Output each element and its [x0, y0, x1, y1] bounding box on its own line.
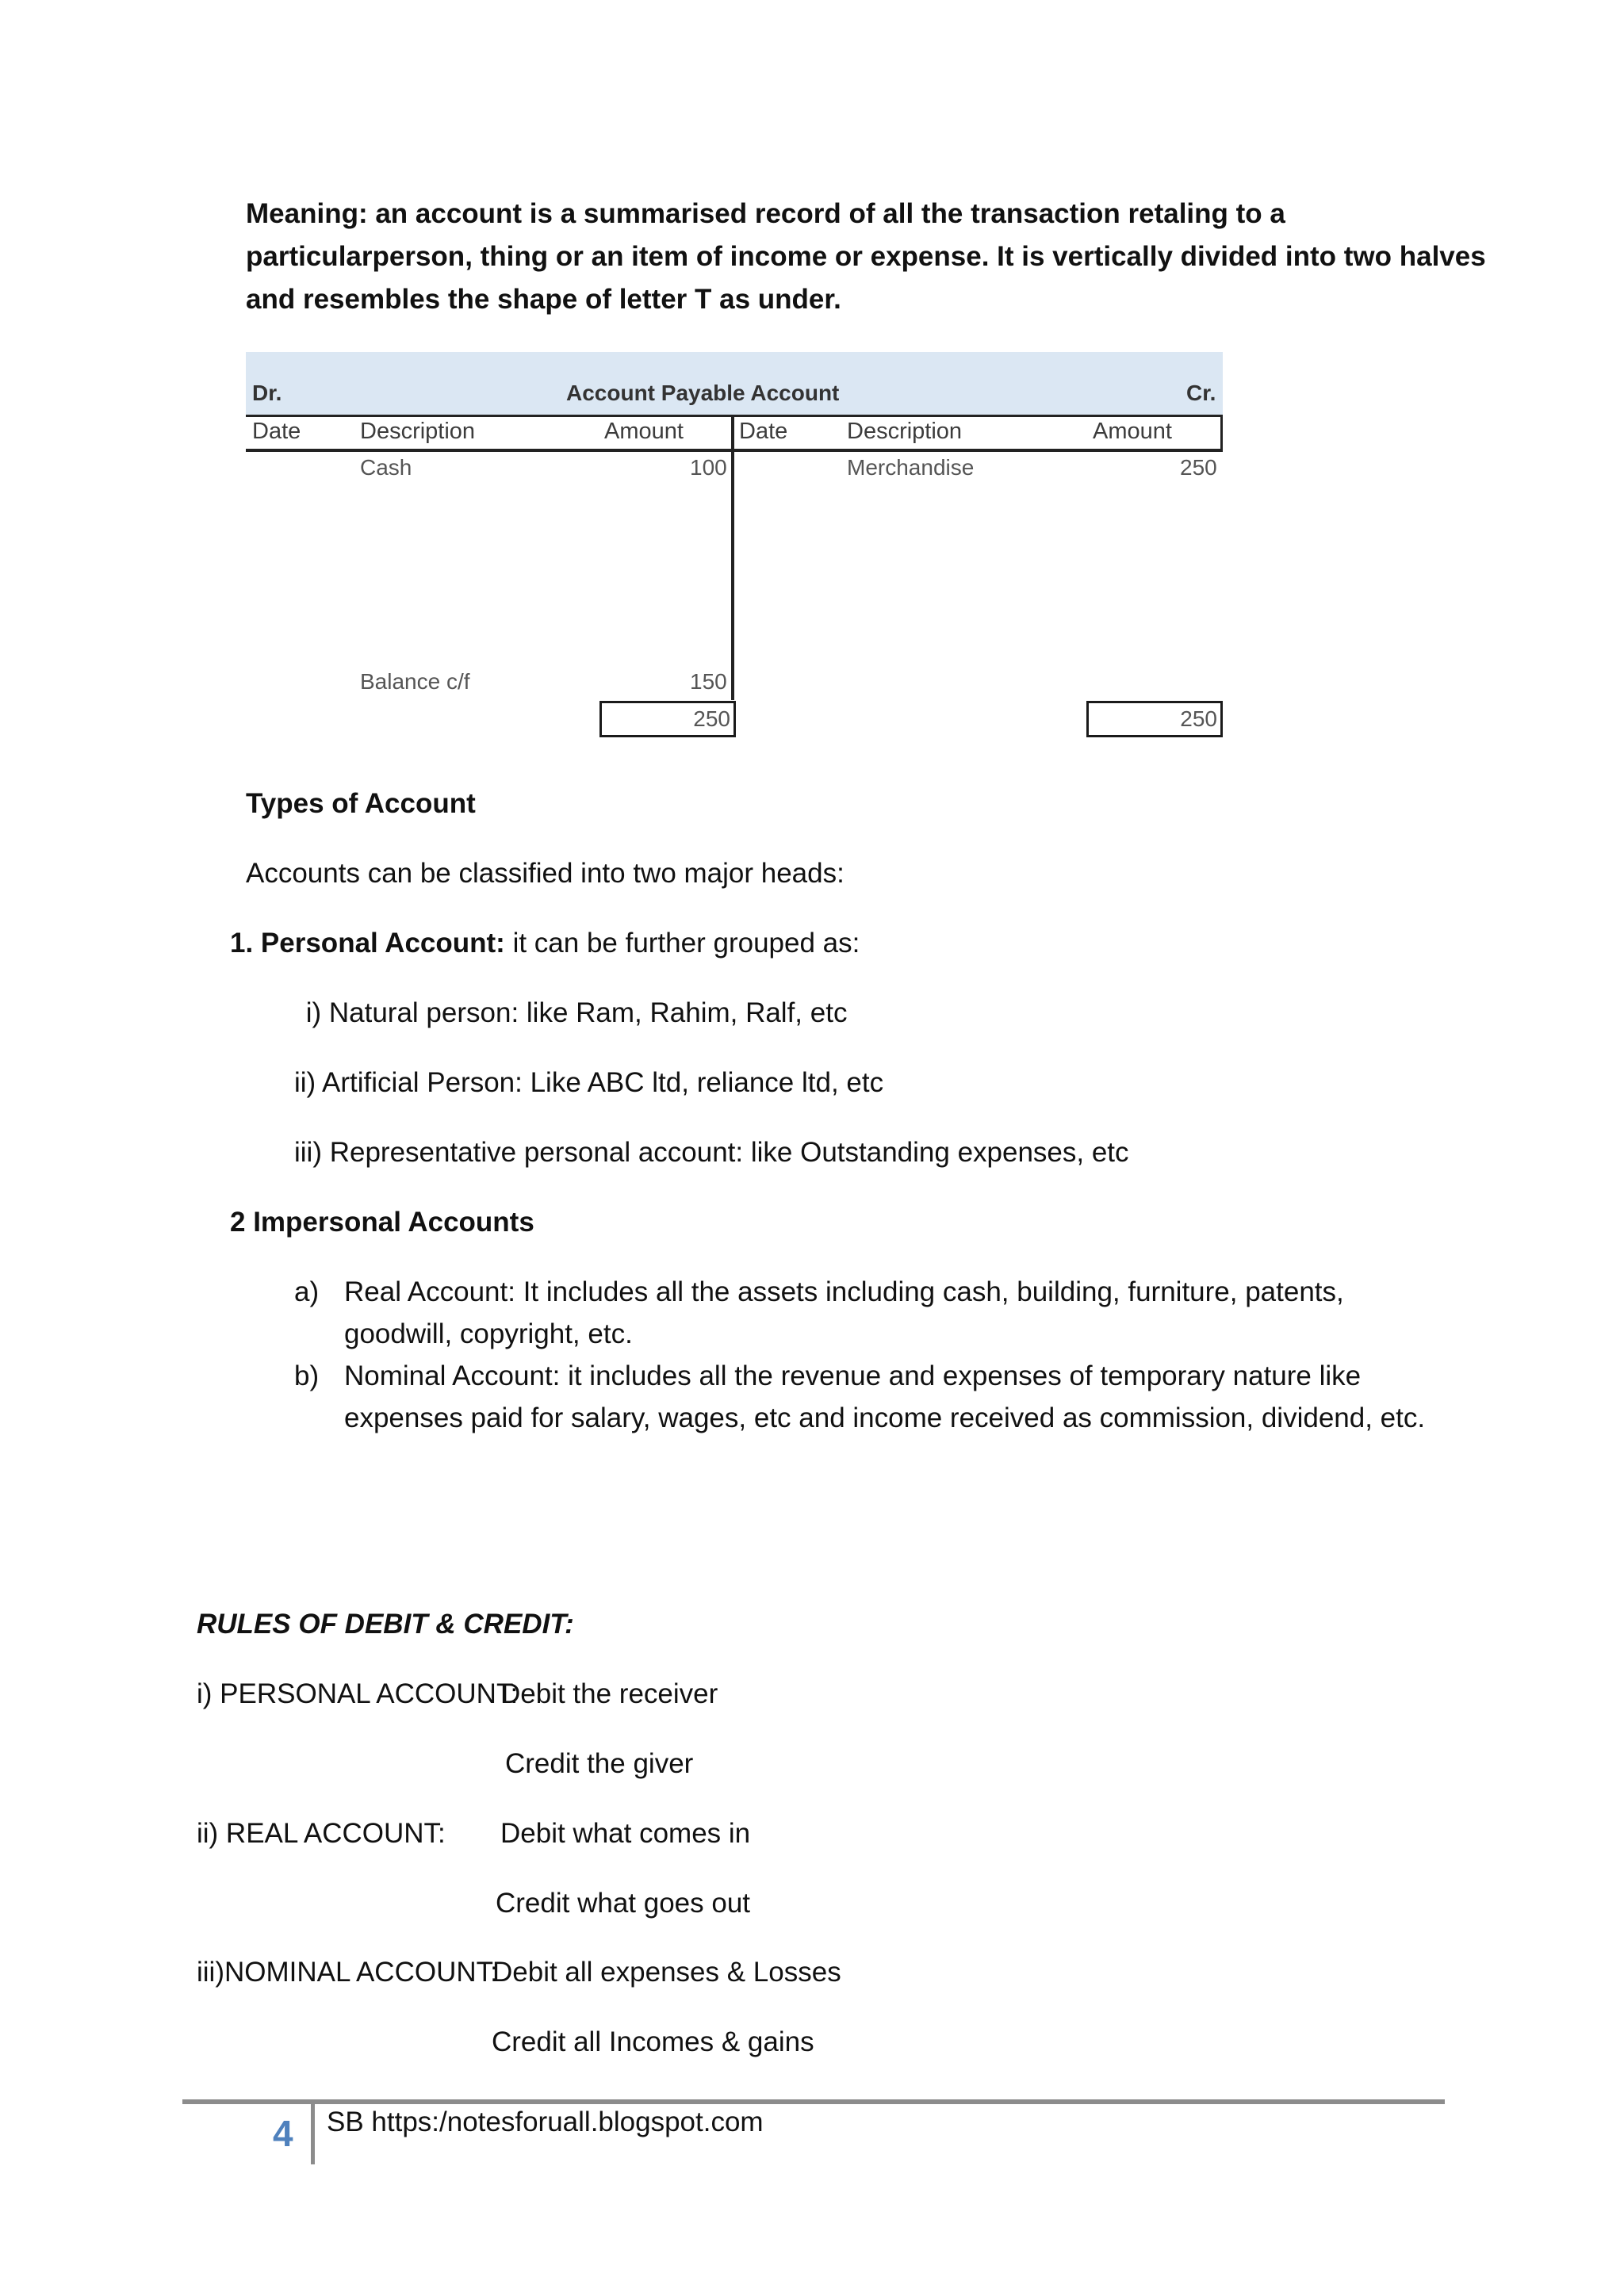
intro-line-1: Meaning: an account is a summarised record of all the transaction retaling to a	[246, 198, 1285, 229]
intro-line-3: and resembles the shape of letter T as under.	[246, 284, 841, 315]
rule-real-debit: Debit what comes in	[500, 1818, 751, 1849]
right-total-amount: 250	[1180, 706, 1217, 731]
left-total-box	[599, 701, 736, 737]
left-amount-header: Amount	[604, 419, 684, 444]
impersonal-item-line: Nominal Account: it includes all the revenue and expenses of temporary nature like	[344, 1360, 1362, 1391]
rule-real-credit: Credit what goes out	[496, 1888, 751, 1919]
page-number: 4	[273, 2113, 293, 2154]
cr-label: Cr.	[1186, 381, 1216, 405]
impersonal-item-marker: a)	[294, 1276, 320, 1307]
personal-account-label: 1. Personal Account:	[230, 928, 505, 959]
intro-line-2: particularperson, thing or an item of income or expense. It is vertically divided into two halves	[246, 241, 1486, 272]
personal-item: i) Natural person: like Ram, Rahim, Ralf, etc	[298, 997, 848, 1028]
rule-nominal-credit: Credit all Incomes & gains	[492, 2026, 814, 2057]
impersonal-item-marker: b)	[294, 1360, 320, 1391]
rule-real-label: ii) REAL ACCOUNT:	[197, 1818, 446, 1849]
t-account-figure	[246, 352, 1228, 748]
footer-link[interactable]: SB https:/notesforuall.blogspot.com	[327, 2107, 764, 2137]
header-top-rule	[246, 415, 1223, 417]
right-total-box	[1086, 701, 1223, 737]
left-row-desc: Cash	[360, 455, 412, 480]
right-description-header: Description	[847, 419, 963, 444]
left-row-amount: 100	[690, 455, 727, 480]
personal-account-line	[230, 922, 860, 965]
types-intro: Accounts can be classified into two major heads:	[246, 858, 845, 889]
left-row-amount: 150	[690, 669, 727, 694]
types-heading: Types of Account	[246, 788, 476, 819]
right-row-amount: 250	[1180, 455, 1217, 480]
rules-heading: RULES OF DEBIT & CREDIT:	[197, 1609, 574, 1640]
dr-label: Dr.	[252, 381, 282, 405]
right-amount-header: Amount	[1093, 419, 1172, 444]
rule-nominal-debit: Debit all expenses & Losses	[492, 1957, 841, 1988]
rule-personal-label: i) PERSONAL ACCOUNT:	[197, 1678, 519, 1709]
impersonal-heading: 2 Impersonal Accounts	[230, 1207, 534, 1238]
left-description-header: Description	[360, 419, 476, 444]
t-account-title: Account Payable Account	[566, 381, 840, 405]
impersonal-item-line: Real Account: It includes all the assets including cash, building, furniture, patents,	[344, 1276, 1344, 1307]
header-bottom-rule	[246, 449, 1223, 452]
header-right-edge	[1220, 415, 1223, 452]
rule-personal-debit: Debit the receiver	[500, 1678, 718, 1709]
right-date-header: Date	[739, 419, 788, 444]
left-row-desc: Balance c/f	[360, 669, 470, 694]
rule-personal-credit: Credit the giver	[505, 1748, 694, 1779]
left-total-amount: 250	[693, 706, 730, 731]
right-row-desc: Merchandise	[847, 455, 975, 480]
personal-item: ii) Artificial Person: Like ABC ltd, reliance ltd, etc	[294, 1067, 884, 1098]
impersonal-item-line: goodwill, copyright, etc.	[344, 1318, 633, 1349]
impersonal-item-line: expenses paid for salary, wages, etc and income received as commission, dividend, etc.	[344, 1402, 1426, 1433]
rule-nominal-label: iii)NOMINAL ACCOUNT:	[197, 1957, 498, 1988]
personal-item: iii) Representative personal account: like Outstanding expenses, etc	[294, 1137, 1129, 1168]
personal-account-rest: it can be further grouped as:	[504, 928, 860, 959]
left-date-header: Date	[252, 419, 301, 444]
footer-divider	[311, 2104, 315, 2164]
t-account-center-divider	[731, 415, 734, 700]
